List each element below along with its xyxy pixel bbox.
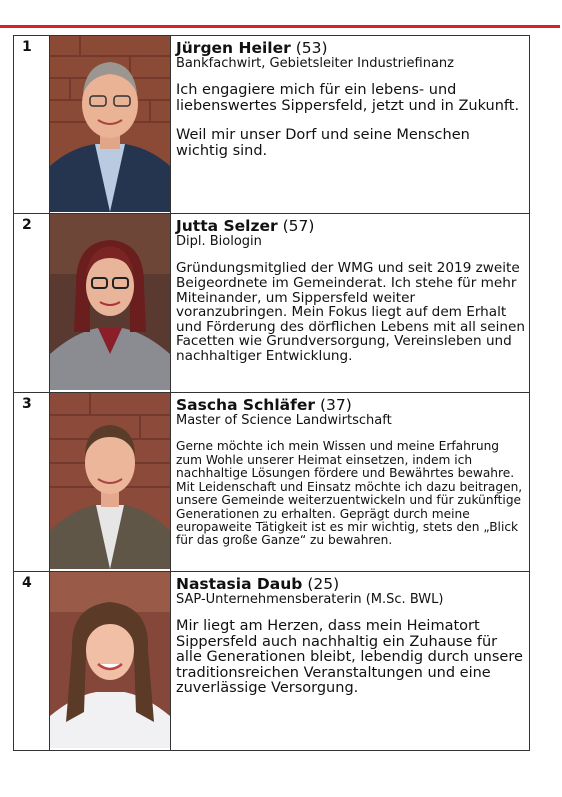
candidate-number: 4 bbox=[14, 572, 50, 751]
candidate-photo bbox=[50, 36, 170, 212]
candidate-name: Nastasia Daub bbox=[176, 575, 303, 593]
candidate-photo-cell bbox=[50, 572, 171, 751]
candidate-photo bbox=[50, 214, 170, 390]
candidate-statement: Ich engagiere mich für ein lebens- und liebenswertes Sippersfeld, jetzt und in Zukunft. bbox=[176, 82, 520, 114]
candidate-occupation: SAP-Unternehmensberaterin (M.Sc. BWL) bbox=[176, 591, 444, 607]
candidate-number: 3 bbox=[14, 393, 50, 572]
candidate-name-line bbox=[176, 397, 525, 414]
candidate-statement: Gründungsmitglied der WMG und seit 2019 zweite Beigeordnete im Gemeinderat. Ich stehe für mehr Miteinander, um Sippersfeld weiter voranzubringen. Mein Fokus liegt auf dem Erhalt und Förderung des dörflichen Lebens mit all seinen Facetten wie Grundversorgung, Vereinsleben und nachhaltiger Entwicklung. bbox=[176, 260, 526, 364]
candidate-occupation: Bankfachwirt, Gebietsleiter Industriefinanz bbox=[176, 55, 454, 71]
candidate-statement: Mir liegt am Herzen, dass mein Heimatort Sippersfeld auch nachhaltig ein Zuhause für alle Generationen bleibt, lebendig durch unsere traditionsreichen Veranstaltungen und eine zuverlässige Versorgung. bbox=[176, 618, 523, 697]
candidate-occupation: Master of Science Landwirtschaft bbox=[176, 412, 392, 428]
candidate-name: Jürgen Heiler bbox=[176, 39, 291, 57]
candidate-statement: Gerne möchte ich mein Wissen und meine Erfahrung zum Wohle unserer Heimat einsetzen, indem ich nachhaltige Lösungen fördere und Bewährtes bewahre. Mit Leidenschaft und Einsatz möchte ich dazu beitragen, unsere Gemeinde weiterzuentwickeln und für zukünftige Generationen zu erhalten. Geprägt durch meine europaweite Tätigkeit ist es mir wichtig, stets den „Blick für das große Ganze“ zu bewahren. bbox=[176, 439, 523, 548]
candidate-age: (57) bbox=[282, 217, 315, 235]
candidate-age: (37) bbox=[319, 396, 352, 414]
candidate-text bbox=[171, 393, 530, 572]
candidate-photo-cell bbox=[50, 36, 171, 214]
candidate-text bbox=[171, 214, 530, 393]
candidate-statement: Weil mir unser Dorf und seine Menschen wichtig sind. bbox=[176, 127, 470, 159]
candidate-photo-cell bbox=[50, 393, 171, 572]
candidate-name-line bbox=[176, 218, 525, 235]
candidate-name: Sascha Schläfer bbox=[176, 396, 315, 414]
candidate-row bbox=[14, 36, 530, 214]
candidate-photo bbox=[50, 393, 170, 569]
candidate-row bbox=[14, 214, 530, 393]
candidate-age: (25) bbox=[307, 575, 340, 593]
candidate-text bbox=[171, 572, 530, 751]
candidate-row bbox=[14, 572, 530, 751]
candidate-name-line bbox=[176, 40, 525, 57]
candidate-row bbox=[14, 393, 530, 572]
top-accent-rule bbox=[0, 25, 560, 28]
candidate-name: Jutta Selzer bbox=[176, 217, 278, 235]
candidate-text bbox=[171, 36, 530, 214]
candidate-age: (53) bbox=[295, 39, 328, 57]
candidate-number: 2 bbox=[14, 214, 50, 393]
candidate-occupation: Dipl. Biologin bbox=[176, 233, 262, 249]
candidate-table bbox=[13, 35, 530, 751]
candidate-name-line bbox=[176, 576, 525, 593]
candidate-number: 1 bbox=[14, 36, 50, 214]
candidate-photo-cell bbox=[50, 214, 171, 393]
candidate-photo bbox=[50, 572, 170, 748]
